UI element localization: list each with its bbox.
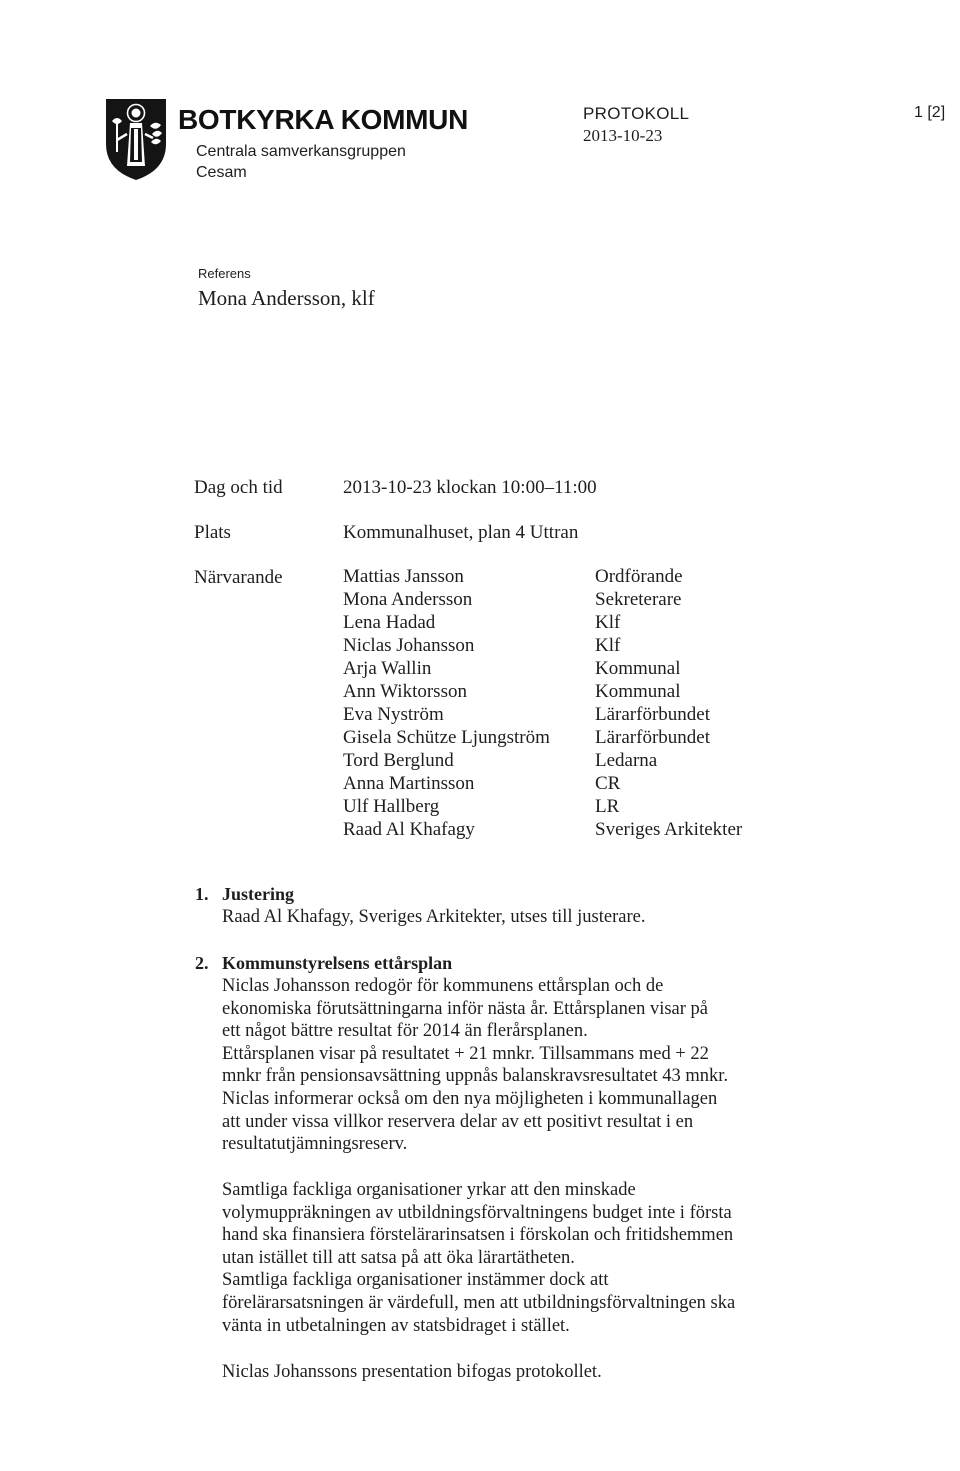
body-line: Niclas informerar också om den nya möjligheten i kommunallagen (222, 1088, 718, 1109)
body-line: Samtliga fackliga organisationer yrkar att den minskade (222, 1180, 636, 1200)
attendee-role: Lärarförbundet (595, 704, 710, 725)
body-line: utan istället till att satsa på att öka lärartätheten. (222, 1247, 575, 1268)
body-line: att under vissa villkor reservera delar av ett positivt resultat i en (222, 1111, 694, 1132)
page-number: 1 [2] (914, 104, 946, 121)
attendee-list (343, 565, 813, 841)
present-label: Närvarande (194, 567, 283, 588)
attendee-row (343, 726, 813, 749)
document-type: PROTOKOLL (583, 104, 690, 123)
body-line: Raad Al Khafagy, Sveriges Arkitekter, utses till justerare. (222, 907, 646, 927)
attendee-role: Klf (595, 612, 621, 633)
organization-unit: Centrala samverkansgruppen (196, 143, 406, 160)
attendee-role: Ledarna (595, 750, 658, 771)
document-date: 2013-10-23 (583, 126, 663, 145)
item-title-justering: Justering (222, 884, 294, 904)
attendee-role: Ordförande (595, 566, 683, 587)
attendee-row (343, 749, 813, 772)
attendee-name: Niclas Johansson (343, 635, 475, 656)
attendee-row (343, 611, 813, 634)
attendee-row (343, 634, 813, 657)
attendee-name: Eva Nyström (343, 704, 444, 725)
attendee-row (343, 588, 813, 611)
municipality-crest-logo (103, 96, 169, 182)
attendee-row (343, 565, 813, 588)
attendee-name: Gisela Schütze Ljungström (343, 727, 550, 748)
body-line: Samtliga fackliga organisationer instämmer dock att (222, 1270, 609, 1291)
item-body (222, 975, 842, 1156)
organization-name: BOTKYRKA KOMMUN (178, 104, 468, 135)
attendee-name: Raad Al Khafagy (343, 819, 475, 840)
body-line: volymuppräkningen av utbildningsförvaltningens budget inte i första (222, 1202, 732, 1223)
reference-label: Referens (198, 266, 251, 281)
item-body (222, 1361, 842, 1384)
attendee-role: Klf (595, 635, 621, 656)
attendee-role: Sveriges Arkitekter (595, 819, 743, 840)
attendee-name: Ulf Hallberg (343, 796, 440, 817)
reference-name: Mona Andersson, klf (198, 286, 375, 310)
body-line: förelärarsatsningen är värdefull, men att utbildningsförvaltningen ska (222, 1292, 736, 1313)
attendee-row (343, 772, 813, 795)
attendee-row (343, 657, 813, 680)
body-line: mnkr från pensionsavsättning uppnås balanskravsresultatet 43 mnkr. (222, 1066, 729, 1087)
attendee-row (343, 818, 813, 841)
attendee-role: Sekreterare (595, 589, 682, 610)
item-number: 1. (195, 884, 209, 904)
attendee-role: Kommunal (595, 658, 681, 679)
item-number: 2. (195, 953, 209, 973)
attendee-row (343, 680, 813, 703)
attendee-name: Tord Berglund (343, 750, 454, 771)
place-value: Kommunalhuset, plan 4 Uttran (343, 522, 579, 543)
attendee-role: LR (595, 796, 620, 817)
time-label: Dag och tid (194, 477, 283, 498)
body-line: Niclas Johansson redogör för kommunens ettårsplan och de (222, 976, 664, 996)
organization-subunit: Cesam (196, 164, 247, 181)
place-label: Plats (194, 522, 231, 543)
item-body (222, 906, 842, 929)
attendee-name: Arja Wallin (343, 658, 432, 679)
body-line: Niclas Johanssons presentation bifogas protokollet. (222, 1362, 602, 1382)
attendee-name: Anna Martinsson (343, 773, 475, 794)
attendee-name: Lena Hadad (343, 612, 436, 633)
body-line: hand ska finansiera förstelärarinsatsen i förskolan och fritidshemmen (222, 1225, 734, 1246)
body-line: ekonomiska förutsättningarna inför nästa år. Ettårsplanen visar på (222, 998, 708, 1019)
attendee-row (343, 795, 813, 818)
body-line: vänta in utbetalningen av statsbidraget i stället. (222, 1315, 570, 1336)
body-line: Ettårsplanen visar på resultatet + 21 mnkr. Tillsammans med + 22 (222, 1043, 709, 1064)
item-body (222, 1179, 842, 1337)
body-line: ett något bättre resultat för 2014 än flerårsplanen. (222, 1021, 588, 1042)
attendee-name: Mona Andersson (343, 589, 473, 610)
time-value: 2013-10-23 klockan 10:00–11:00 (343, 477, 597, 498)
attendee-row (343, 703, 813, 726)
attendee-role: CR (595, 773, 621, 794)
attendee-name: Mattias Jansson (343, 566, 464, 587)
attendee-role: Kommunal (595, 681, 681, 702)
attendee-role: Lärarförbundet (595, 727, 710, 748)
attendee-name: Ann Wiktorsson (343, 681, 467, 702)
body-line: resultatutjämningsreserv. (222, 1134, 408, 1155)
item-title-ettarsplan: Kommunstyrelsens ettårsplan (222, 953, 453, 973)
